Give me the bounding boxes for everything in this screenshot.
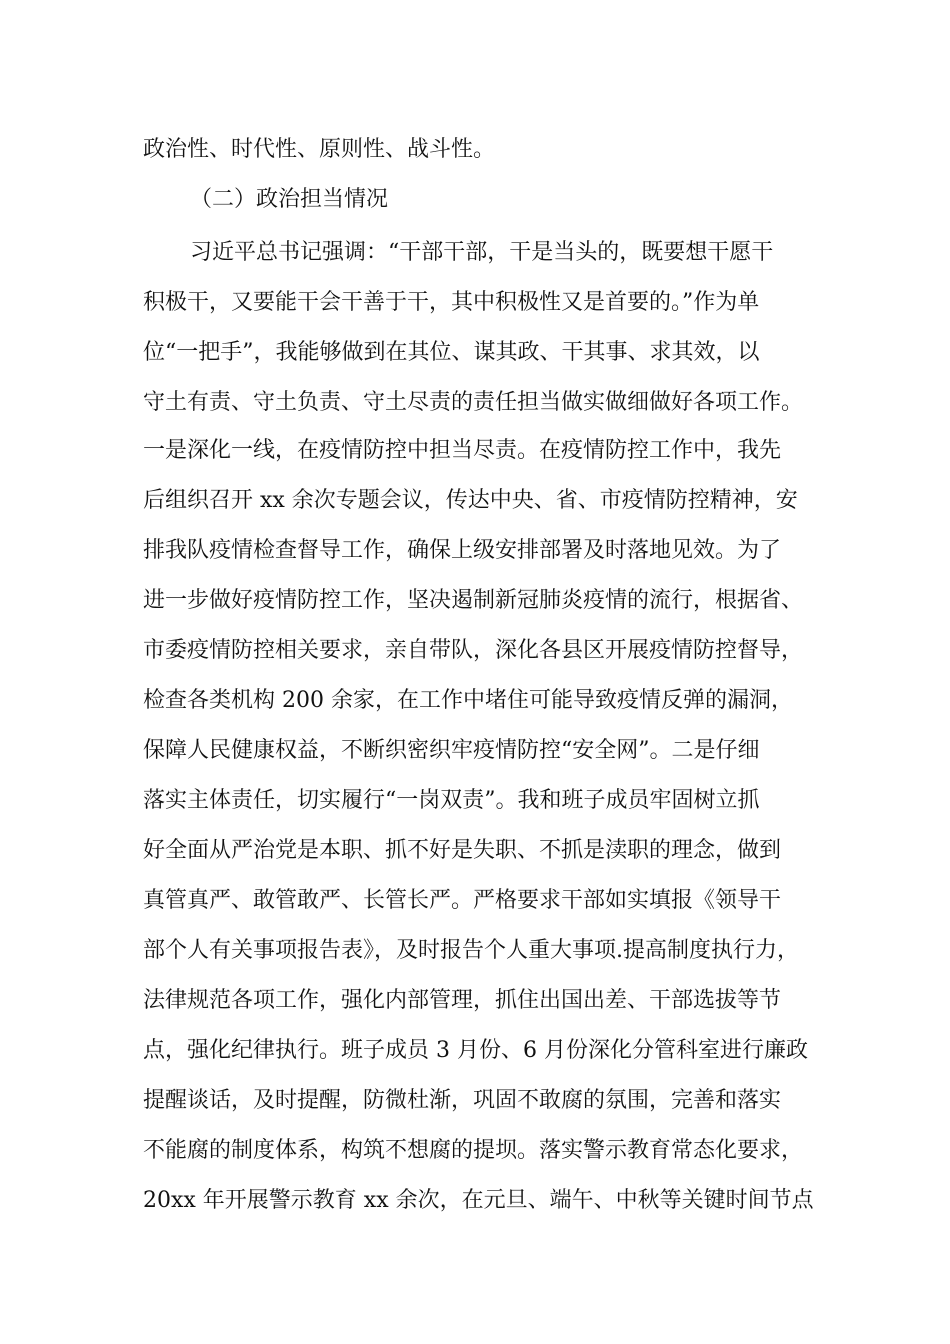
text-line: 法律规范各项工作，强化内部管理，抓住出国出差、干部选拔等节 (143, 988, 782, 1013)
text-line: 习近平总书记强调：“干部干部，干是当头的，既要想干愿干 (190, 240, 774, 265)
text-line: 后组织召开 xx 余次专题会议，传达中央、省、市疫情防控精神，安 (143, 488, 798, 513)
text-line: 好全面从严治党是本职、抓不好是失职、不抓是渎职的理念，做到 (143, 838, 782, 863)
text-line: 部个人有关事项报告表》，及时报告个人重大事项.提高制度执行力， (143, 938, 799, 963)
text-line: 位“一把手”，我能够做到在其位、谋其政、干其事、求其效，以 (143, 340, 760, 365)
text-line: 进一步做好疫情防控工作，坚决遏制新冠肺炎疫情的流行，根据省、 (143, 588, 804, 613)
text-line: 不能腐的制度体系，构筑不想腐的提坝。落实警示教育常态化要求， (143, 1138, 804, 1163)
text-line: 守土有责、守土负责、守土尽责的责任担当做实做细做好各项工作。 (143, 390, 804, 415)
text-line: 排我队疫情检查督导工作，确保上级安排部署及时落地见效。为了 (143, 538, 782, 563)
text-line: 一是深化一线，在疫情防控中担当尽责。在疫情防控工作中，我先 (143, 438, 782, 463)
text-line: 市委疫情防控相关要求，亲自带队，深化各县区开展疫情防控督导， (143, 638, 804, 663)
text-line: 提醒谈话，及时提醒，防微杜渐，巩固不敢腐的氛围，完善和落实 (143, 1088, 782, 1113)
text-line: 20xx 年开展警示教育 xx 余次，在元旦、端午、中秋等关键时间节点 (143, 1188, 814, 1213)
text-line: 政治性、时代性、原则性、战斗性。 (143, 137, 496, 162)
text-line: 点，强化纪律执行。班子成员 3 月份、6 月份深化分管科室进行廉政 (143, 1038, 808, 1063)
text-line: 落实主体责任，切实履行“一岗双责”。我和班子成员牢固树立抓 (143, 788, 760, 813)
text-line: 真管真严、敢管敢严、长管长严。严格要求干部如实填报《领导干 (143, 888, 782, 913)
section-heading: （二）政治担当情况 (190, 187, 389, 212)
text-line: 积极干，又要能干会干善于干，其中积极性又是首要的。”作为单 (143, 290, 760, 315)
text-line: 检查各类机构 200 余家，在工作中堵住可能导致疫情反弹的漏洞， (143, 688, 793, 713)
text-line: 保障人民健康权益，不断织密织牢疫情防控“安全网”。二是仔细 (143, 738, 760, 763)
